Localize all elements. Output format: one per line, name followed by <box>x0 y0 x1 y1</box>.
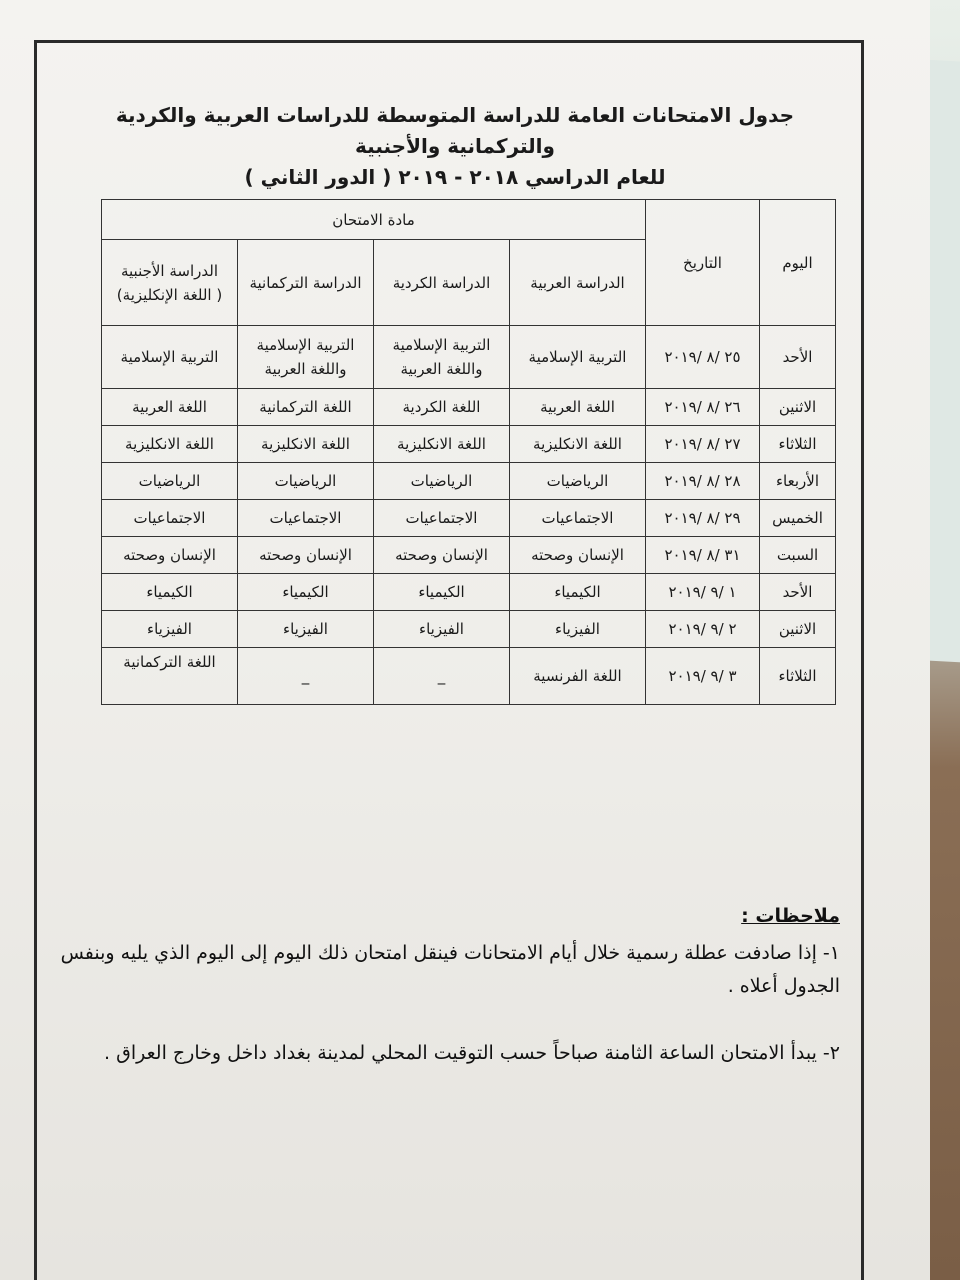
cell-foreign: الاجتماعيات <box>102 500 238 537</box>
cell-foreign: التربية الإسلامية <box>102 326 238 389</box>
cell-foreign: اللغة الانكليزية <box>102 426 238 463</box>
table-row <box>102 574 836 611</box>
note-item-1: ١- إذا صادفت عطلة رسمية خلال أيام الامتحانات فينقل امتحان ذلك اليوم إلى اليوم الذي يليه وبنفس الجدول أعلاه . <box>60 942 840 997</box>
cell-arabic: اللغة الفرنسية <box>510 648 646 705</box>
cell-date: ٢٦ /٨ /٢٠١٩ <box>646 389 760 426</box>
header-foreign-note: ( اللغة الإنكليزية) <box>116 285 223 304</box>
header-foreign-label: الدراسة الأجنبية <box>120 261 219 280</box>
cell-kurdish: الرياضيات <box>374 463 510 500</box>
cell-day: الثلاثاء <box>760 648 836 705</box>
document-title <box>70 100 840 193</box>
cell-turkmen: _ <box>238 648 374 705</box>
table-row <box>102 463 836 500</box>
cell-arabic: اللغة الانكليزية <box>510 426 646 463</box>
header-turkmen: الدراسة التركمانية <box>238 240 374 326</box>
cell-foreign: الإنسان وصحته <box>102 537 238 574</box>
cell-foreign: الكيمياء <box>102 574 238 611</box>
cell-day: الأحد <box>760 574 836 611</box>
cell-arabic: التربية الإسلامية <box>510 326 646 389</box>
header-arabic: الدراسة العربية <box>510 240 646 326</box>
cell-date: ٢٨ /٨ /٢٠١٩ <box>646 463 760 500</box>
table-row <box>102 537 836 574</box>
table-row <box>102 611 836 648</box>
cell-turkmen: الإنسان وصحته <box>238 537 374 574</box>
cell-turkmen: اللغة التركمانية <box>238 389 374 426</box>
cell-turkmen: التربية الإسلامية واللغة العربية <box>238 326 374 389</box>
cell-day: الخميس <box>760 500 836 537</box>
cell-kurdish: اللغة الانكليزية <box>374 426 510 463</box>
cell-kurdish: الإنسان وصحته <box>374 537 510 574</box>
cell-kurdish: _ <box>374 648 510 705</box>
cell-foreign: الفيزياء <box>102 611 238 648</box>
header-foreign <box>102 240 238 326</box>
cell-date: ٢٥ /٨ /٢٠١٩ <box>646 326 760 389</box>
header-date: التاريخ <box>646 200 760 326</box>
header-subject-group: مادة الامتحان <box>102 200 646 240</box>
cell-date: ٣ /٩ /٢٠١٩ <box>646 648 760 705</box>
cell-kurdish: اللغة الكردية <box>374 389 510 426</box>
cell-turkmen: اللغة الانكليزية <box>238 426 374 463</box>
cell-arabic: الرياضيات <box>510 463 646 500</box>
table-row <box>102 426 836 463</box>
header-kurdish: الدراسة الكردية <box>374 240 510 326</box>
cell-arabic: الاجتماعيات <box>510 500 646 537</box>
cell-arabic: الفيزياء <box>510 611 646 648</box>
cell-day: الاثنين <box>760 389 836 426</box>
cell-date: ٢ /٩ /٢٠١٩ <box>646 611 760 648</box>
notes-title: ملاحظات : <box>741 905 840 927</box>
cell-turkmen: الرياضيات <box>238 463 374 500</box>
cell-turkmen: الكيمياء <box>238 574 374 611</box>
cell-foreign: اللغة العربية <box>102 389 238 426</box>
cell-turkmen: الاجتماعيات <box>238 500 374 537</box>
cell-kurdish: الفيزياء <box>374 611 510 648</box>
cell-arabic: الكيمياء <box>510 574 646 611</box>
cell-arabic: اللغة العربية <box>510 389 646 426</box>
cell-day: الثلاثاء <box>760 426 836 463</box>
cell-turkmen: الفيزياء <box>238 611 374 648</box>
cell-day: الاثنين <box>760 611 836 648</box>
document-body <box>70 100 840 705</box>
exam-schedule-table <box>101 199 836 705</box>
cell-kurdish: الاجتماعيات <box>374 500 510 537</box>
cell-day: السبت <box>760 537 836 574</box>
notes-section <box>60 900 840 1070</box>
cell-date: ١ /٩ /٢٠١٩ <box>646 574 760 611</box>
cell-foreign: اللغة التركمانية <box>102 648 238 705</box>
cell-date: ٣١ /٨ /٢٠١٩ <box>646 537 760 574</box>
cell-kurdish: الكيمياء <box>374 574 510 611</box>
table-row <box>102 326 836 389</box>
header-day: اليوم <box>760 200 836 326</box>
table-row <box>102 389 836 426</box>
cell-arabic: الإنسان وصحته <box>510 537 646 574</box>
cell-kurdish: التربية الإسلامية واللغة العربية <box>374 326 510 389</box>
cell-day: الأربعاء <box>760 463 836 500</box>
cell-date: ٢٧ /٨ /٢٠١٩ <box>646 426 760 463</box>
cell-day: الأحد <box>760 326 836 389</box>
cell-foreign: الرياضيات <box>102 463 238 500</box>
note-item-2: ٢- يبدأ الامتحان الساعة الثامنة صباحاً حسب التوقيت المحلي لمدينة بغداد داخل وخارج العراق . <box>104 1042 840 1064</box>
title-line-1: جدول الامتحانات العامة للدراسة المتوسطة للدراسات العربية والكردية والتركمانية والأجنبية <box>115 103 795 158</box>
title-line-2: للعام الدراسي ٢٠١٨ - ٢٠١٩ ( الدور الثاني ) <box>244 165 666 189</box>
cell-date: ٢٩ /٨ /٢٠١٩ <box>646 500 760 537</box>
table-row <box>102 500 836 537</box>
table-row <box>102 648 836 705</box>
